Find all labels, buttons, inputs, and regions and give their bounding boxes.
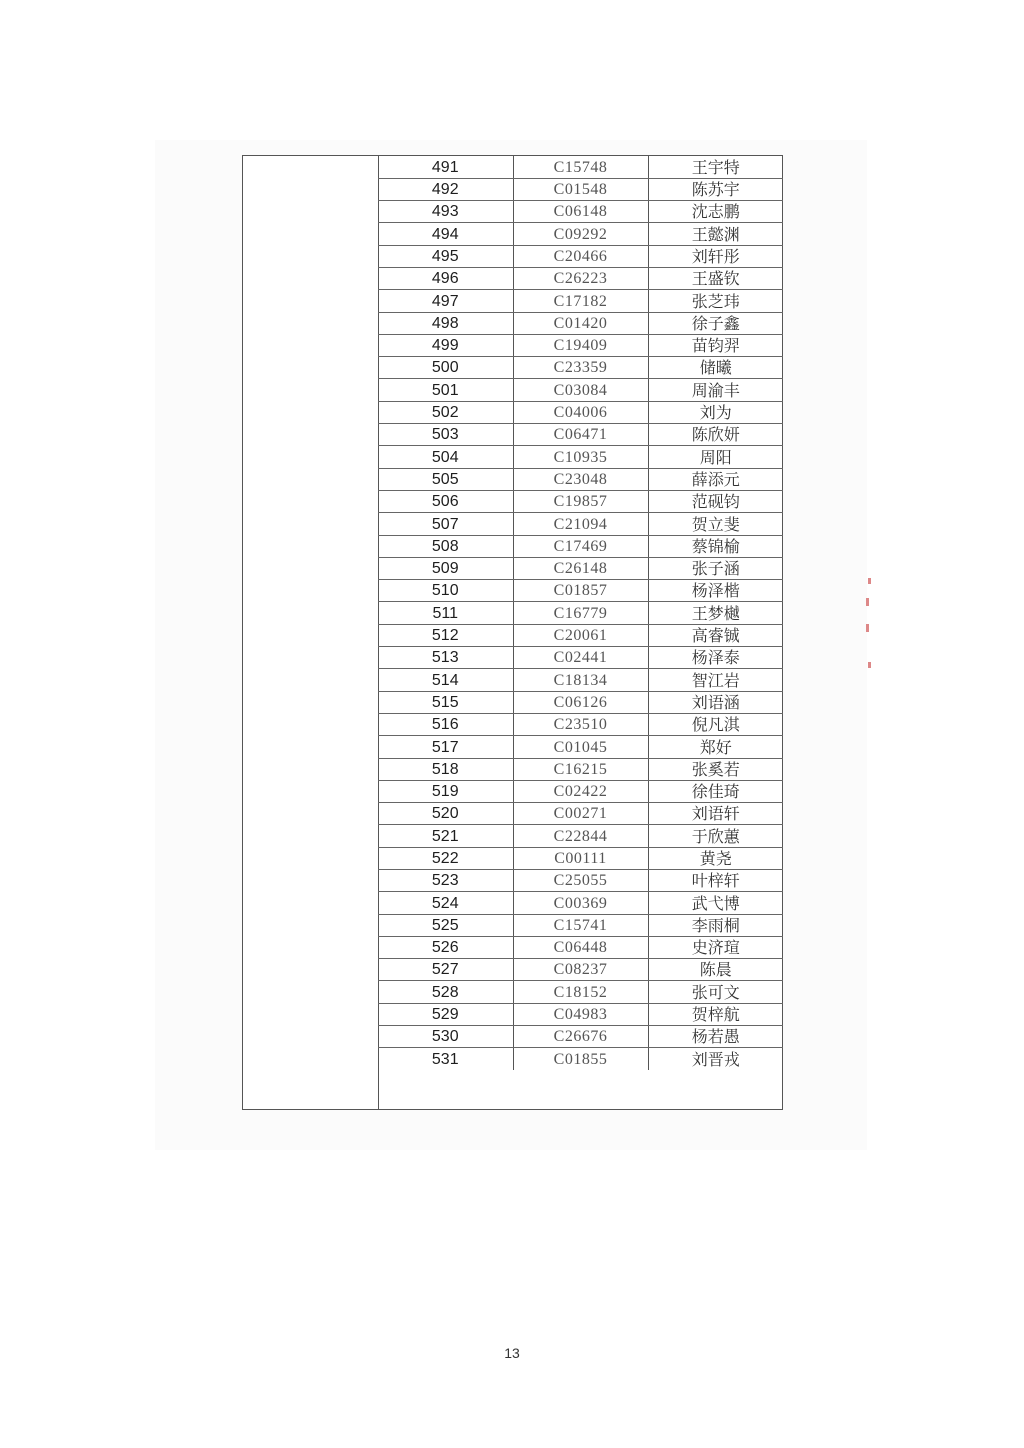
student-name: 张芝玮 <box>648 290 783 312</box>
row-number: 531 <box>378 1048 513 1070</box>
candidate-code: C20061 <box>513 624 648 646</box>
candidate-code: C25055 <box>513 870 648 892</box>
student-name: 贺梓航 <box>648 1003 783 1025</box>
table-row <box>378 914 783 936</box>
table-row <box>378 357 783 379</box>
student-name: 周渝丰 <box>648 379 783 401</box>
table-row <box>378 245 783 267</box>
candidate-code: C26148 <box>513 557 648 579</box>
row-number: 522 <box>378 847 513 869</box>
candidate-code: C01857 <box>513 580 648 602</box>
row-number: 528 <box>378 981 513 1003</box>
row-number: 521 <box>378 825 513 847</box>
table-row <box>378 1026 783 1048</box>
table-row <box>378 490 783 512</box>
student-name: 郑好 <box>648 736 783 758</box>
row-number: 523 <box>378 870 513 892</box>
row-number: 510 <box>378 580 513 602</box>
table-row <box>378 870 783 892</box>
student-name: 徐佳琦 <box>648 780 783 802</box>
row-number: 526 <box>378 936 513 958</box>
row-number: 511 <box>378 602 513 624</box>
student-name: 周阳 <box>648 446 783 468</box>
candidate-code: C15748 <box>513 156 648 178</box>
candidate-code: C21094 <box>513 513 648 535</box>
row-number: 520 <box>378 803 513 825</box>
row-number: 513 <box>378 647 513 669</box>
red-edge-mark <box>868 578 871 584</box>
row-number: 498 <box>378 312 513 334</box>
student-name: 刘语轩 <box>648 803 783 825</box>
row-number: 530 <box>378 1026 513 1048</box>
student-name: 陈欣妍 <box>648 424 783 446</box>
student-name: 高睿铖 <box>648 624 783 646</box>
row-number: 527 <box>378 959 513 981</box>
row-number: 493 <box>378 201 513 223</box>
row-number: 502 <box>378 401 513 423</box>
candidate-code: C00111 <box>513 847 648 869</box>
table-row <box>378 847 783 869</box>
table-row <box>378 602 783 624</box>
row-number: 504 <box>378 446 513 468</box>
row-number: 492 <box>378 178 513 200</box>
candidate-code: C18134 <box>513 669 648 691</box>
candidate-code: C15741 <box>513 914 648 936</box>
student-name: 陈苏宇 <box>648 178 783 200</box>
student-name: 刘晋戎 <box>691 1050 740 1070</box>
candidate-code: C03084 <box>513 379 648 401</box>
student-name: 叶梓轩 <box>648 870 783 892</box>
table-row <box>378 1003 783 1025</box>
candidate-code: C01855 <box>513 1048 648 1070</box>
row-number: 524 <box>378 892 513 914</box>
student-name: 杨泽泰 <box>648 647 783 669</box>
student-name: 张奚若 <box>648 758 783 780</box>
table-row <box>378 379 783 401</box>
table-row <box>378 1048 783 1070</box>
candidate-code: C00369 <box>513 892 648 914</box>
student-name: 史济瑄 <box>648 936 783 958</box>
student-name: 苗钧羿 <box>648 334 783 356</box>
roster-table <box>378 156 783 1070</box>
table-row <box>378 691 783 713</box>
row-number: 507 <box>378 513 513 535</box>
table-row <box>378 312 783 334</box>
candidate-code: C20466 <box>513 245 648 267</box>
table-row <box>378 178 783 200</box>
row-number: 494 <box>378 223 513 245</box>
table-row <box>378 424 783 446</box>
student-name: 武弋博 <box>648 892 783 914</box>
table-row <box>378 936 783 958</box>
table-row <box>378 201 783 223</box>
table-row <box>378 535 783 557</box>
table-row <box>378 267 783 289</box>
row-number: 506 <box>378 490 513 512</box>
student-name: 李雨桐 <box>648 914 783 936</box>
row-number: 501 <box>378 379 513 401</box>
student-name: 倪凡淇 <box>648 713 783 735</box>
candidate-code: C01045 <box>513 736 648 758</box>
row-number: 515 <box>378 691 513 713</box>
candidate-code: C22844 <box>513 825 648 847</box>
table-row <box>378 401 783 423</box>
table-row <box>378 580 783 602</box>
student-name: 王宇特 <box>648 156 783 178</box>
row-number: 512 <box>378 624 513 646</box>
candidate-code: C01548 <box>513 178 648 200</box>
row-number: 491 <box>378 156 513 178</box>
row-number: 508 <box>378 535 513 557</box>
table-row <box>378 959 783 981</box>
candidate-code: C06148 <box>513 201 648 223</box>
table-row <box>378 981 783 1003</box>
row-number: 517 <box>378 736 513 758</box>
table-row <box>378 290 783 312</box>
candidate-code: C23048 <box>513 468 648 490</box>
table-row <box>378 647 783 669</box>
table-row <box>378 825 783 847</box>
table-row <box>378 334 783 356</box>
student-name: 王懿渊 <box>648 223 783 245</box>
table-row <box>378 557 783 579</box>
candidate-code: C16215 <box>513 758 648 780</box>
student-name: 储曦 <box>648 357 783 379</box>
table-row <box>378 780 783 802</box>
candidate-code: C26223 <box>513 267 648 289</box>
student-name: 王盛钦 <box>648 267 783 289</box>
candidate-code: C19409 <box>513 334 648 356</box>
roster-table-frame <box>242 155 783 1110</box>
candidate-code: C26676 <box>513 1026 648 1048</box>
candidate-code: C08237 <box>513 959 648 981</box>
candidate-code: C06471 <box>513 424 648 446</box>
table-row <box>378 736 783 758</box>
candidate-code: C02441 <box>513 647 648 669</box>
candidate-code: C16779 <box>513 602 648 624</box>
student-name: 张可文 <box>648 981 783 1003</box>
table-row <box>378 468 783 490</box>
candidate-code: C17469 <box>513 535 648 557</box>
student-name: 徐子鑫 <box>648 312 783 334</box>
student-name: 张子涵 <box>648 557 783 579</box>
candidate-code: C01420 <box>513 312 648 334</box>
student-name: 贺立斐 <box>648 513 783 535</box>
candidate-code: C06448 <box>513 936 648 958</box>
student-name: 智江岩 <box>648 669 783 691</box>
table-row <box>378 713 783 735</box>
table-row <box>378 513 783 535</box>
table-row <box>378 803 783 825</box>
candidate-code: C00271 <box>513 803 648 825</box>
row-number: 497 <box>378 290 513 312</box>
student-name: 杨若愚 <box>648 1026 783 1048</box>
candidate-code: C09292 <box>513 223 648 245</box>
student-name: 沈志鹏 <box>648 201 783 223</box>
table-row <box>378 223 783 245</box>
candidate-code: C17182 <box>513 290 648 312</box>
row-number: 495 <box>378 245 513 267</box>
student-name: 蔡锦榆 <box>648 535 783 557</box>
candidate-code: C06126 <box>513 691 648 713</box>
student-name: 薛添元 <box>648 468 783 490</box>
row-number: 518 <box>378 758 513 780</box>
row-number: 509 <box>378 557 513 579</box>
table-row <box>378 156 783 178</box>
student-name: 刘为 <box>648 401 783 423</box>
candidate-code: C18152 <box>513 981 648 1003</box>
table-row <box>378 669 783 691</box>
student-name: 黄尧 <box>648 847 783 869</box>
red-edge-mark <box>866 598 869 606</box>
row-number: 499 <box>378 334 513 356</box>
red-edge-mark <box>866 624 869 632</box>
row-number: 519 <box>378 780 513 802</box>
row-number: 514 <box>378 669 513 691</box>
student-name: 刘轩彤 <box>648 245 783 267</box>
candidate-code: C10935 <box>513 446 648 468</box>
candidate-code: C23510 <box>513 713 648 735</box>
page-number: 13 <box>504 1345 520 1361</box>
table-row <box>378 624 783 646</box>
row-number: 496 <box>378 267 513 289</box>
student-name: 杨泽楷 <box>648 580 783 602</box>
row-number: 529 <box>378 1003 513 1025</box>
candidate-code: C19857 <box>513 490 648 512</box>
row-number: 525 <box>378 914 513 936</box>
candidate-code: C04983 <box>513 1003 648 1025</box>
row-number: 500 <box>378 357 513 379</box>
student-name: 于欣蕙 <box>648 825 783 847</box>
student-name: 范砚钧 <box>648 490 783 512</box>
row-number: 505 <box>378 468 513 490</box>
candidate-code: C02422 <box>513 780 648 802</box>
red-edge-mark <box>868 662 871 668</box>
student-name: 刘语涵 <box>648 691 783 713</box>
table-row <box>378 758 783 780</box>
candidate-code: C04006 <box>513 401 648 423</box>
student-name: 陈晨 <box>648 959 783 981</box>
table-row <box>378 892 783 914</box>
student-name: 王梦樾 <box>648 602 783 624</box>
candidate-code: C23359 <box>513 357 648 379</box>
row-number: 516 <box>378 713 513 735</box>
merged-blank-column <box>243 156 379 1109</box>
row-number: 503 <box>378 424 513 446</box>
table-row <box>378 446 783 468</box>
